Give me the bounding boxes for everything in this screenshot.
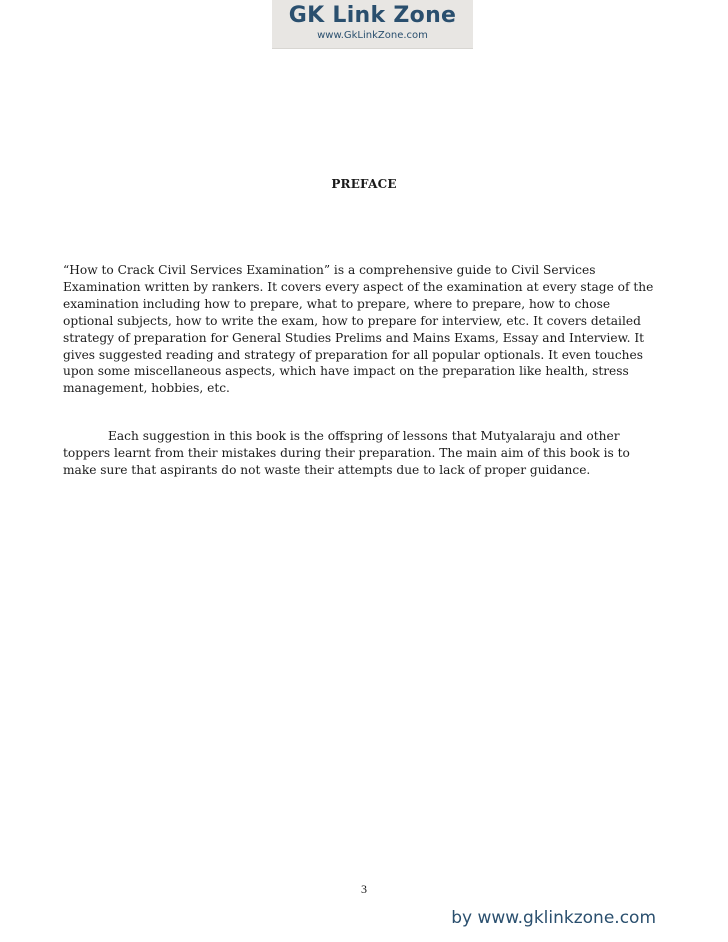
- header-banner: [272, 0, 473, 49]
- page-title: PREFACE: [331, 177, 397, 191]
- brand-logo-title: GK Link Zone: [288, 3, 457, 28]
- body-paragraph: Each suggestion in this book is the offspring of lessons that Mutyalaraju and other toppers learnt from their mistakes during their preparation. The main aim of this book is to make sure that aspirants do not waste their attempts due to lack of proper guidance.: [63, 429, 630, 477]
- footer-credit: by www.gklinkzone.com: [451, 908, 656, 928]
- page-number: 3: [361, 882, 367, 896]
- brand-logo-url: www.GkLinkZone.com: [317, 30, 428, 41]
- body-paragraph: “How to Crack Civil Services Examination” is a comprehensive guide to Civil Services Examination written by rankers. It covers every aspect of the examination at every stage of the examination including how to prepare, what to prepare, where to prepare, how to chose optional subjects, how to write the exam, how to prepare for interview, etc. It covers detailed strategy of preparation for General Studies Prelims and Mains Exams, Essay and Interview. It gives suggested reading and strategy of preparation for all popular optionals. It even touches upon some miscellaneous aspects, which have impact on the preparation like health, stress management, hobbies, etc.: [63, 263, 654, 396]
